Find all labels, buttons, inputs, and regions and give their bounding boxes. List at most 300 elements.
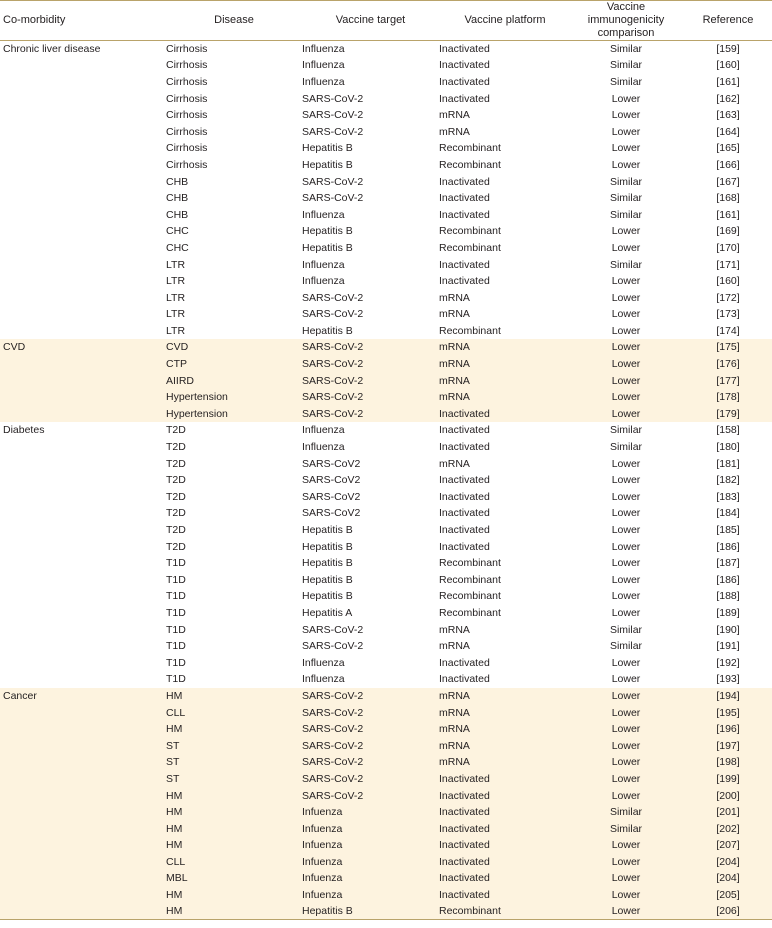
comorbidity-cell [0, 870, 166, 887]
table-row [0, 903, 772, 920]
vaccine-platform-cell: Inactivated [439, 441, 490, 454]
reference-cell: [179] [681, 406, 772, 423]
vaccine-target-cell: SARS-CoV2 [302, 507, 361, 520]
comorbidity-cell [0, 256, 166, 273]
vaccine-platform-cell: Inactivated [439, 771, 571, 788]
comorbidity-cell: CVD [0, 339, 166, 356]
reference-cell: [175] [681, 339, 772, 356]
immunogenicity-cell: Lower [571, 688, 681, 705]
vaccine-platform-cell: Inactivated [439, 75, 490, 88]
comorbidity-cell: Diabetes [3, 424, 45, 437]
reference-cell: [172] [716, 291, 740, 304]
vaccine-target-cell: SARS-CoV-2 [302, 125, 364, 138]
vaccine-platform-cell: Inactivated [439, 192, 490, 205]
disease-cell: T1D [166, 673, 186, 686]
immunogenicity-cell: Lower [611, 109, 641, 122]
reference-cell: [173] [716, 308, 740, 321]
vaccine-platform-cell: mRNA [439, 623, 470, 636]
immunogenicity-cell: Lower [571, 737, 681, 754]
reference-cell: [161] [716, 208, 740, 221]
immunogenicity-cell: Lower [571, 787, 681, 804]
comorbidity-cell [0, 240, 166, 257]
table-row [0, 671, 772, 688]
disease-cell: LTR [166, 291, 186, 304]
vaccine-target-cell: Influenza [302, 656, 345, 669]
vaccine-target-cell: Hepatitis B [302, 241, 353, 254]
vaccine-platform-cell: Inactivated [439, 540, 490, 553]
immunogenicity-cell: Lower [611, 158, 641, 171]
reference-cell: [205] [681, 887, 772, 904]
table-row [0, 538, 772, 555]
comorbidity-cell [0, 538, 166, 555]
immunogenicity-cell: Lower [571, 406, 681, 423]
table-row [0, 754, 772, 771]
vaccine-platform-cell: mRNA [439, 356, 571, 373]
table-row [0, 173, 772, 190]
comorbidity-cell [0, 505, 166, 522]
vaccine-target-cell: Hepatitis B [302, 158, 353, 171]
vaccine-target-cell: SARS-CoV-2 [302, 721, 439, 738]
table-row [0, 555, 772, 572]
reference-cell: [188] [716, 590, 740, 603]
vaccine-platform-cell: mRNA [439, 339, 571, 356]
vaccine-target-cell: SARS-CoV-2 [302, 406, 439, 423]
reference-cell: [204] [681, 870, 772, 887]
comorbidity-cell [0, 804, 166, 821]
comorbidity-cell [0, 74, 166, 91]
immunogenicity-cell: Lower [611, 590, 641, 603]
vaccine-platform-cell: Inactivated [439, 507, 490, 520]
immunogenicity-cell: Lower [611, 540, 641, 553]
disease-cell: Cirrhosis [166, 43, 208, 56]
table-row [0, 240, 772, 257]
disease-cell: CHB [166, 175, 189, 188]
table-row [0, 820, 772, 837]
immunogenicity-cell: Lower [611, 225, 641, 238]
table-row [0, 588, 772, 605]
vaccine-platform-cell: Inactivated [439, 92, 490, 105]
reference-cell: [168] [716, 192, 740, 205]
table-row [0, 522, 772, 539]
disease-cell: AIIRD [166, 372, 302, 389]
vaccine-target-cell: Influenza [302, 673, 345, 686]
reference-cell: [200] [681, 787, 772, 804]
disease-cell: T2D [166, 441, 186, 454]
vaccine-target-cell: SARS-CoV-2 [302, 688, 439, 705]
disease-cell: HM [166, 903, 302, 920]
table-row [0, 572, 772, 589]
table-row [0, 737, 772, 754]
table-row [0, 870, 772, 887]
disease-cell: T1D [166, 557, 186, 570]
reference-cell: [187] [716, 557, 740, 570]
table-row [0, 289, 772, 306]
vaccine-platform-cell: Inactivated [439, 175, 490, 188]
comorbidity-cell [0, 737, 166, 754]
disease-cell: HM [166, 887, 302, 904]
vaccine-target-cell: SARS-CoV-2 [302, 640, 364, 653]
reference-cell: [190] [716, 623, 740, 636]
table-row [0, 323, 772, 340]
disease-cell: T1D [166, 606, 186, 619]
vaccine-platform-cell: mRNA [439, 704, 571, 721]
vaccine-platform-cell: Recombinant [439, 225, 501, 238]
vaccine-target-cell: Influenza [302, 275, 345, 288]
disease-cell: HM [166, 688, 302, 705]
immunogenicity-cell: Similar [609, 75, 643, 88]
disease-cell: T2D [166, 540, 186, 553]
disease-cell: CHC [166, 241, 189, 254]
comorbidity-cell [0, 356, 166, 373]
vaccine-platform-cell: mRNA [439, 389, 571, 406]
vaccine-platform-cell: Inactivated [439, 424, 490, 437]
table-row [0, 887, 772, 904]
vaccine-platform-cell: Inactivated [439, 258, 490, 271]
comorbidity-cell [0, 787, 166, 804]
comorbidity-cell: Cancer [0, 688, 166, 705]
reference-cell: [160] [716, 275, 740, 288]
disease-cell: HM [166, 804, 302, 821]
comorbidity-cell [0, 57, 166, 74]
comorbidity-cell [0, 522, 166, 539]
vaccine-platform-cell: Recombinant [439, 158, 501, 171]
immunogenicity-cell: Similar [609, 258, 643, 271]
table-row [0, 605, 772, 622]
comorbidity-cell [0, 140, 166, 157]
reference-cell: [183] [716, 490, 740, 503]
immunogenicity-cell: Similar [609, 175, 643, 188]
table-row [0, 439, 772, 456]
header-immunogenicity-comparison: Vaccine immunogenicity comparison [587, 1, 665, 39]
comorbidity-cell [0, 638, 166, 655]
reference-cell: [167] [716, 175, 740, 188]
vaccine-platform-cell: mRNA [439, 372, 571, 389]
vaccine-target-cell: Hepatitis B [302, 142, 353, 155]
vaccine-platform-cell: Recombinant [439, 903, 571, 920]
table-row [0, 704, 772, 721]
table-row [0, 472, 772, 489]
vaccine-target-cell: SARS-CoV2 [302, 474, 361, 487]
comorbidity-cell [0, 621, 166, 638]
immunogenicity-cell: Lower [611, 557, 641, 570]
comorbidity-cell [0, 721, 166, 738]
disease-cell: CHB [166, 208, 189, 221]
comorbidity-cell [0, 472, 166, 489]
vaccine-target-cell: Hepatitis B [302, 540, 353, 553]
header-row [0, 1, 772, 41]
table-row [0, 90, 772, 107]
vaccine-target-cell: Influenza [302, 424, 345, 437]
comorbidity-cell [0, 654, 166, 671]
reference-cell: [186] [716, 573, 740, 586]
disease-cell: CHC [166, 225, 189, 238]
disease-cell: LTR [166, 275, 186, 288]
immunogenicity-cell: Lower [611, 125, 641, 138]
vaccine-target-cell: SARS-CoV-2 [302, 704, 439, 721]
vaccine-platform-cell: Inactivated [439, 43, 490, 56]
vaccine-platform-cell: Inactivated [439, 887, 571, 904]
disease-cell: T2D [166, 490, 186, 503]
disease-cell: T2D [166, 524, 186, 537]
reference-cell: [184] [716, 507, 740, 520]
vaccine-target-cell: Influenza [302, 208, 345, 221]
disease-cell: CLL [166, 704, 302, 721]
vaccine-target-cell: SARS-CoV-2 [302, 623, 364, 636]
comorbidity-cell [0, 671, 166, 688]
disease-cell: HM [166, 721, 302, 738]
immunogenicity-cell: Similar [609, 208, 643, 221]
table-row [0, 223, 772, 240]
comorbidity-cell [0, 572, 166, 589]
vaccine-target-cell: Infuenza [302, 870, 439, 887]
comorbidity-cell [0, 206, 166, 223]
vaccine-target-cell: SARS-CoV-2 [302, 787, 439, 804]
vaccine-platform-cell: Recombinant [439, 324, 501, 337]
vaccine-target-cell: Infuenza [302, 837, 439, 854]
header-vaccine-platform: Vaccine platform [464, 14, 546, 26]
table-row [0, 256, 772, 273]
immunogenicity-cell: Lower [611, 573, 641, 586]
table-row [0, 389, 772, 406]
vaccine-platform-cell: mRNA [439, 291, 470, 304]
reference-cell: [193] [716, 673, 740, 686]
immunogenicity-cell: Lower [571, 903, 681, 920]
comorbidity-cell [0, 289, 166, 306]
disease-cell: T1D [166, 623, 186, 636]
comorbidity-cell [0, 406, 166, 423]
immunogenicity-cell: Lower [611, 457, 641, 470]
vaccine-platform-cell: Recombinant [439, 241, 501, 254]
disease-cell: T1D [166, 656, 186, 669]
reference-cell: [192] [716, 656, 740, 669]
table-body [0, 41, 772, 920]
table-row [0, 837, 772, 854]
header-disease: Disease [214, 14, 254, 26]
vaccine-target-cell: Influenza [302, 43, 345, 56]
immunogenicity-cell: Lower [611, 92, 641, 105]
comorbidity-cell [0, 489, 166, 506]
vaccine-target-cell: Influenza [302, 75, 345, 88]
vaccine-platform-cell: Inactivated [439, 208, 490, 221]
vaccine-platform-cell: Inactivated [439, 275, 490, 288]
disease-cell: T2D [166, 474, 186, 487]
vaccine-platform-cell: Inactivated [439, 59, 490, 72]
reference-cell: [202] [681, 820, 772, 837]
table-row [0, 422, 772, 439]
vaccine-target-cell: Infuenza [302, 854, 439, 871]
vaccine-target-cell: Infuenza [302, 820, 439, 837]
disease-cell: CHB [166, 192, 189, 205]
vaccine-target-cell: SARS-CoV-2 [302, 175, 364, 188]
vaccine-platform-cell: Inactivated [439, 854, 571, 871]
table-row [0, 406, 772, 423]
disease-cell: LTR [166, 258, 186, 271]
comorbidity-cell [0, 555, 166, 572]
table-row [0, 356, 772, 373]
immunogenicity-cell: Lower [571, 389, 681, 406]
disease-cell: Hypertension [166, 389, 302, 406]
vaccine-platform-cell: Inactivated [439, 787, 571, 804]
reference-cell: [166] [716, 158, 740, 171]
vaccine-target-cell: Hepatitis B [302, 524, 353, 537]
immunogenicity-cell: Lower [571, 704, 681, 721]
disease-cell: T2D [166, 507, 186, 520]
vaccine-target-cell: SARS-CoV-2 [302, 737, 439, 754]
disease-cell: ST [166, 754, 302, 771]
reference-cell: [162] [716, 92, 740, 105]
vaccine-platform-cell: mRNA [439, 721, 571, 738]
table-row [0, 140, 772, 157]
vaccine-platform-cell: Recombinant [439, 557, 501, 570]
reference-cell: [191] [716, 640, 740, 653]
reference-cell: [195] [681, 704, 772, 721]
comorbidity-cell [0, 837, 166, 854]
immunogenicity-cell: Lower [571, 372, 681, 389]
vaccine-platform-cell: Inactivated [439, 820, 571, 837]
comorbidity-cell [0, 704, 166, 721]
disease-cell: HM [166, 820, 302, 837]
vaccine-platform-cell: mRNA [439, 737, 571, 754]
immunogenicity-cell: Lower [571, 339, 681, 356]
table-row [0, 157, 772, 174]
reference-cell: [160] [716, 59, 740, 72]
disease-cell: T1D [166, 573, 186, 586]
immunogenicity-cell: Similar [609, 43, 643, 56]
vaccine-target-cell: SARS-CoV-2 [302, 389, 439, 406]
comorbidity-cell [0, 439, 166, 456]
immunogenicity-cell: Lower [611, 507, 641, 520]
comorbidity-cell [0, 605, 166, 622]
comorbidity-cell [0, 306, 166, 323]
vaccine-target-cell: SARS-CoV-2 [302, 291, 364, 304]
vaccine-target-cell: Influenza [302, 59, 345, 72]
vaccine-platform-cell: Inactivated [439, 673, 490, 686]
disease-cell: ST [166, 737, 302, 754]
reference-cell: [194] [681, 688, 772, 705]
reference-cell: [158] [716, 424, 740, 437]
immunogenicity-cell: Similar [609, 192, 643, 205]
immunogenicity-cell: Similar [609, 424, 643, 437]
vaccine-target-cell: Infuenza [302, 804, 439, 821]
disease-cell: Cirrhosis [166, 109, 208, 122]
disease-cell: MBL [166, 870, 302, 887]
disease-cell: CVD [166, 339, 302, 356]
reference-cell: [169] [716, 225, 740, 238]
vaccine-target-cell: Hepatitis B [302, 903, 439, 920]
reference-cell: [207] [681, 837, 772, 854]
reference-cell: [185] [716, 524, 740, 537]
vaccine-platform-cell: Inactivated [439, 524, 490, 537]
comorbidity-cell [0, 190, 166, 207]
vaccine-platform-cell: Recombinant [439, 606, 501, 619]
vaccine-platform-cell: Inactivated [439, 870, 571, 887]
vaccine-platform-cell: Recombinant [439, 142, 501, 155]
vaccine-platform-cell: mRNA [439, 640, 470, 653]
vaccine-platform-cell: mRNA [439, 688, 571, 705]
comorbidity-cell [0, 854, 166, 871]
reference-cell: [165] [716, 142, 740, 155]
comorbidity-cell [0, 90, 166, 107]
vaccine-platform-cell: Inactivated [439, 474, 490, 487]
reference-cell: [171] [716, 258, 740, 271]
table-row [0, 455, 772, 472]
vaccine-platform-cell: Recombinant [439, 573, 501, 586]
table-row [0, 74, 772, 91]
vaccine-platform-cell: Inactivated [439, 490, 490, 503]
comorbidity-cell [0, 223, 166, 240]
immunogenicity-cell: Lower [571, 870, 681, 887]
vaccine-target-cell: Influenza [302, 258, 345, 271]
disease-cell: Cirrhosis [166, 142, 208, 155]
reference-cell: [163] [716, 109, 740, 122]
table-row [0, 273, 772, 290]
vaccine-target-cell: SARS-CoV2 [302, 490, 361, 503]
disease-cell: ST [166, 771, 302, 788]
reference-cell: [204] [681, 854, 772, 871]
immunogenicity-cell: Similar [609, 640, 643, 653]
vaccine-target-cell: SARS-CoV-2 [302, 372, 439, 389]
immunogenicity-cell: Lower [611, 291, 641, 304]
vaccine-target-cell: Hepatitis B [302, 324, 353, 337]
disease-cell: Hypertension [166, 406, 302, 423]
immunogenicity-cell: Lower [611, 656, 641, 669]
reference-cell: [180] [716, 441, 740, 454]
table-row [0, 372, 772, 389]
reference-cell: [181] [716, 457, 740, 470]
immunogenicity-cell: Lower [571, 887, 681, 904]
comorbidity-cell [0, 372, 166, 389]
vaccine-target-cell: Infuenza [302, 887, 439, 904]
disease-cell: Cirrhosis [166, 75, 208, 88]
header-reference: Reference [702, 14, 754, 26]
reference-cell: [176] [681, 356, 772, 373]
table-row [0, 804, 772, 821]
vaccine-target-cell: SARS-CoV-2 [302, 754, 439, 771]
table-row [0, 688, 772, 705]
disease-cell: T2D [166, 424, 186, 437]
comorbidity-cell [0, 323, 166, 340]
disease-cell: HM [166, 837, 302, 854]
comorbidity-cell [0, 820, 166, 837]
immunogenicity-cell: Similar [571, 804, 681, 821]
reference-cell: [170] [716, 241, 740, 254]
vaccine-target-cell: Influenza [302, 441, 345, 454]
vaccine-platform-cell: mRNA [439, 125, 470, 138]
immunogenicity-cell: Similar [609, 59, 643, 72]
immunogenicity-cell: Lower [611, 490, 641, 503]
table-row [0, 339, 772, 356]
disease-cell: HM [166, 787, 302, 804]
comorbidity-cell [0, 157, 166, 174]
immunogenicity-cell: Lower [611, 673, 641, 686]
table-row [0, 41, 772, 58]
reference-cell: [161] [716, 75, 740, 88]
comorbidity-cell [0, 107, 166, 124]
comorbidity-cell [0, 123, 166, 140]
comorbidity-cell [0, 887, 166, 904]
table-row [0, 57, 772, 74]
table-row [0, 489, 772, 506]
vaccine-platform-cell: mRNA [439, 109, 470, 122]
vaccine-target-cell: SARS-CoV-2 [302, 339, 439, 356]
vaccine-target-cell: Hepatitis B [302, 557, 353, 570]
disease-cell: LTR [166, 308, 186, 321]
disease-cell: T2D [166, 457, 186, 470]
vaccine-target-cell: SARS-CoV-2 [302, 771, 439, 788]
reference-cell: [164] [716, 125, 740, 138]
reference-cell: [174] [716, 324, 740, 337]
header-comorbidity: Co-morbidity [3, 14, 66, 26]
